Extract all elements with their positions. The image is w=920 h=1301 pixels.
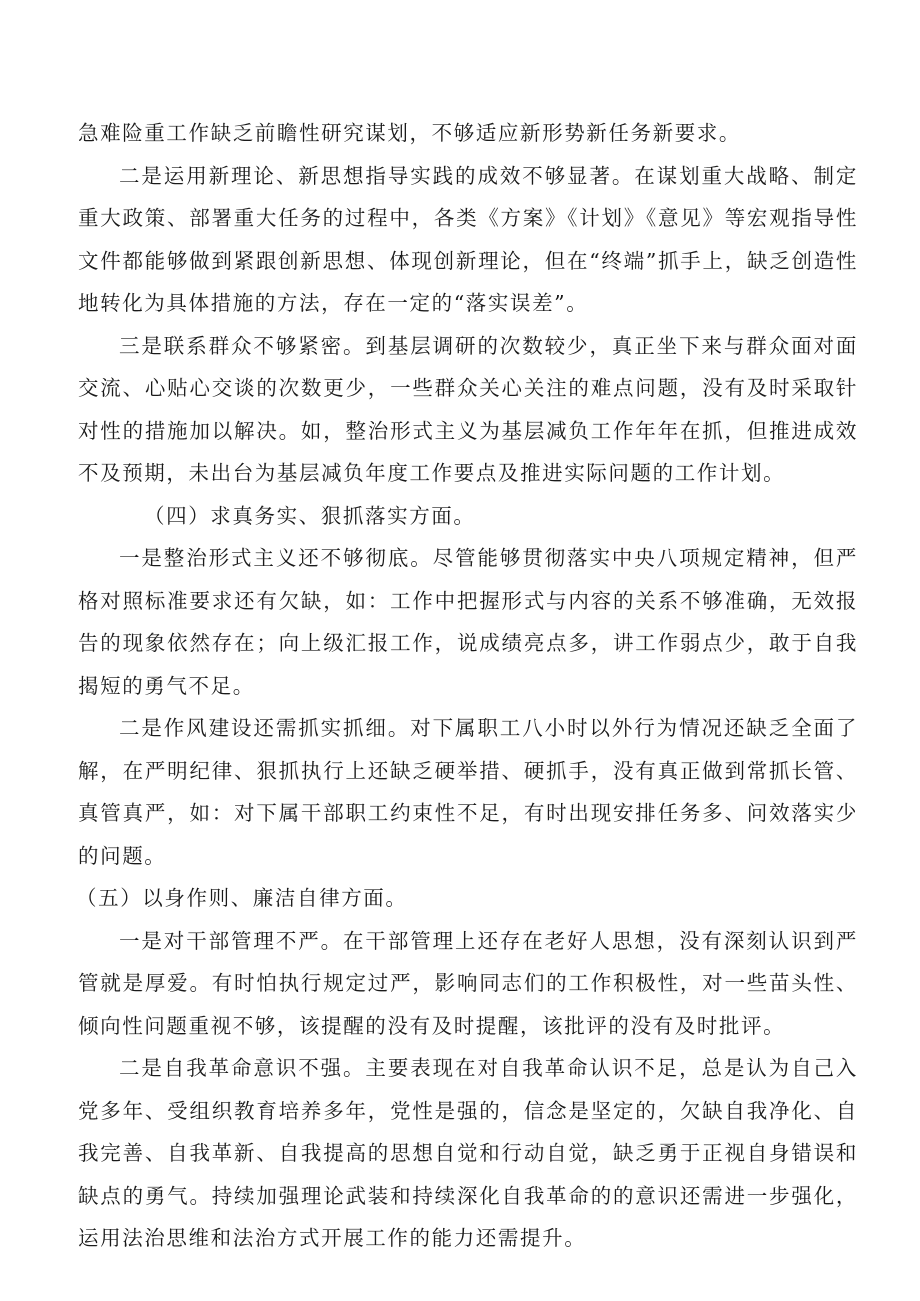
paragraph-self-revolution: 二是自我革命意识不强。主要表现在对自我革命认识不足，总是认为自己入党多年、受组织教育培养多年，党性是强的，信念是坚定的，欠缺自我净化、自我完善、自我革新、自我提高的思想自觉和行动自觉，缺乏勇于正视自身错误和缺点的勇气。持续加强理论武装和持续深化自我革命的的意识还需进一步强化，运用法治思维和法治方式开展工作的能力还需提升。	[78, 1056, 858, 1250]
paragraph-cadre-management: 一是对干部管理不严。在干部管理上还存在老好人思想，没有深刻认识到严管就是厚爱。有时怕执行规定过严，影响同志们的工作积极性，对一些苗头性、倾向性问题重视不够，该提醒的没有及时提醒，该批评的没有及时批评。	[78, 928, 858, 1038]
document-page	[78, 112, 858, 1260]
paragraph-work-style: 二是作风建设还需抓实抓细。对下属职工八小时以外行为情况还缺乏全面了解，在严明纪律、狠抓执行上还缺乏硬举措、硬抓手，没有真正做到常抓长管、真管真严，如：对下属干部职工约束性不足，有时出现安排任务多、问效落实少的问题。	[78, 716, 858, 868]
section-heading-five: （五）以身作则、廉洁自律方面。	[76, 886, 408, 910]
paragraph-theory-practice: 二是运用新理论、新思想指导实践的成效不够显著。在谋划重大战略、制定重大政策、部署重大任务的过程中，各类《方案》《计划》《意见》等宏观指导性文件都能够做到紧跟创新思想、体现创新理论，但在“终端”抓手上，缺乏创造性地转化为具体措施的方法，存在一定的“落实误差”。	[78, 163, 858, 315]
paragraph-contact-masses: 三是联系群众不够紧密。到基层调研的次数较少，真正坐下来与群众面对面交流、心贴心交谈的次数更少，一些群众关心关注的难点问题，没有及时采取针对性的措施加以解决。如，整治形式主义为基层减负工作年年在抓，但推进成效不及预期，未出台为基层减负年度工作要点及推进实际问题的工作计划。	[78, 333, 858, 485]
paragraph-continuation: 急难险重工作缺乏前瞻性研究谋划，不够适应新形势新任务新要求。	[78, 121, 741, 145]
paragraph-formalism: 一是整治形式主义还不够彻底。尽管能够贯彻落实中央八项规定精神，但严格对照标准要求还有欠缺，如：工作中把握形式与内容的关系不够准确，无效报告的现象依然存在；向上级汇报工作，说成绩亮点多，讲工作弱点少，敢于自我揭短的勇气不足。	[78, 546, 858, 698]
section-heading-four: （四）求真务实、狠抓落实方面。	[144, 503, 476, 528]
